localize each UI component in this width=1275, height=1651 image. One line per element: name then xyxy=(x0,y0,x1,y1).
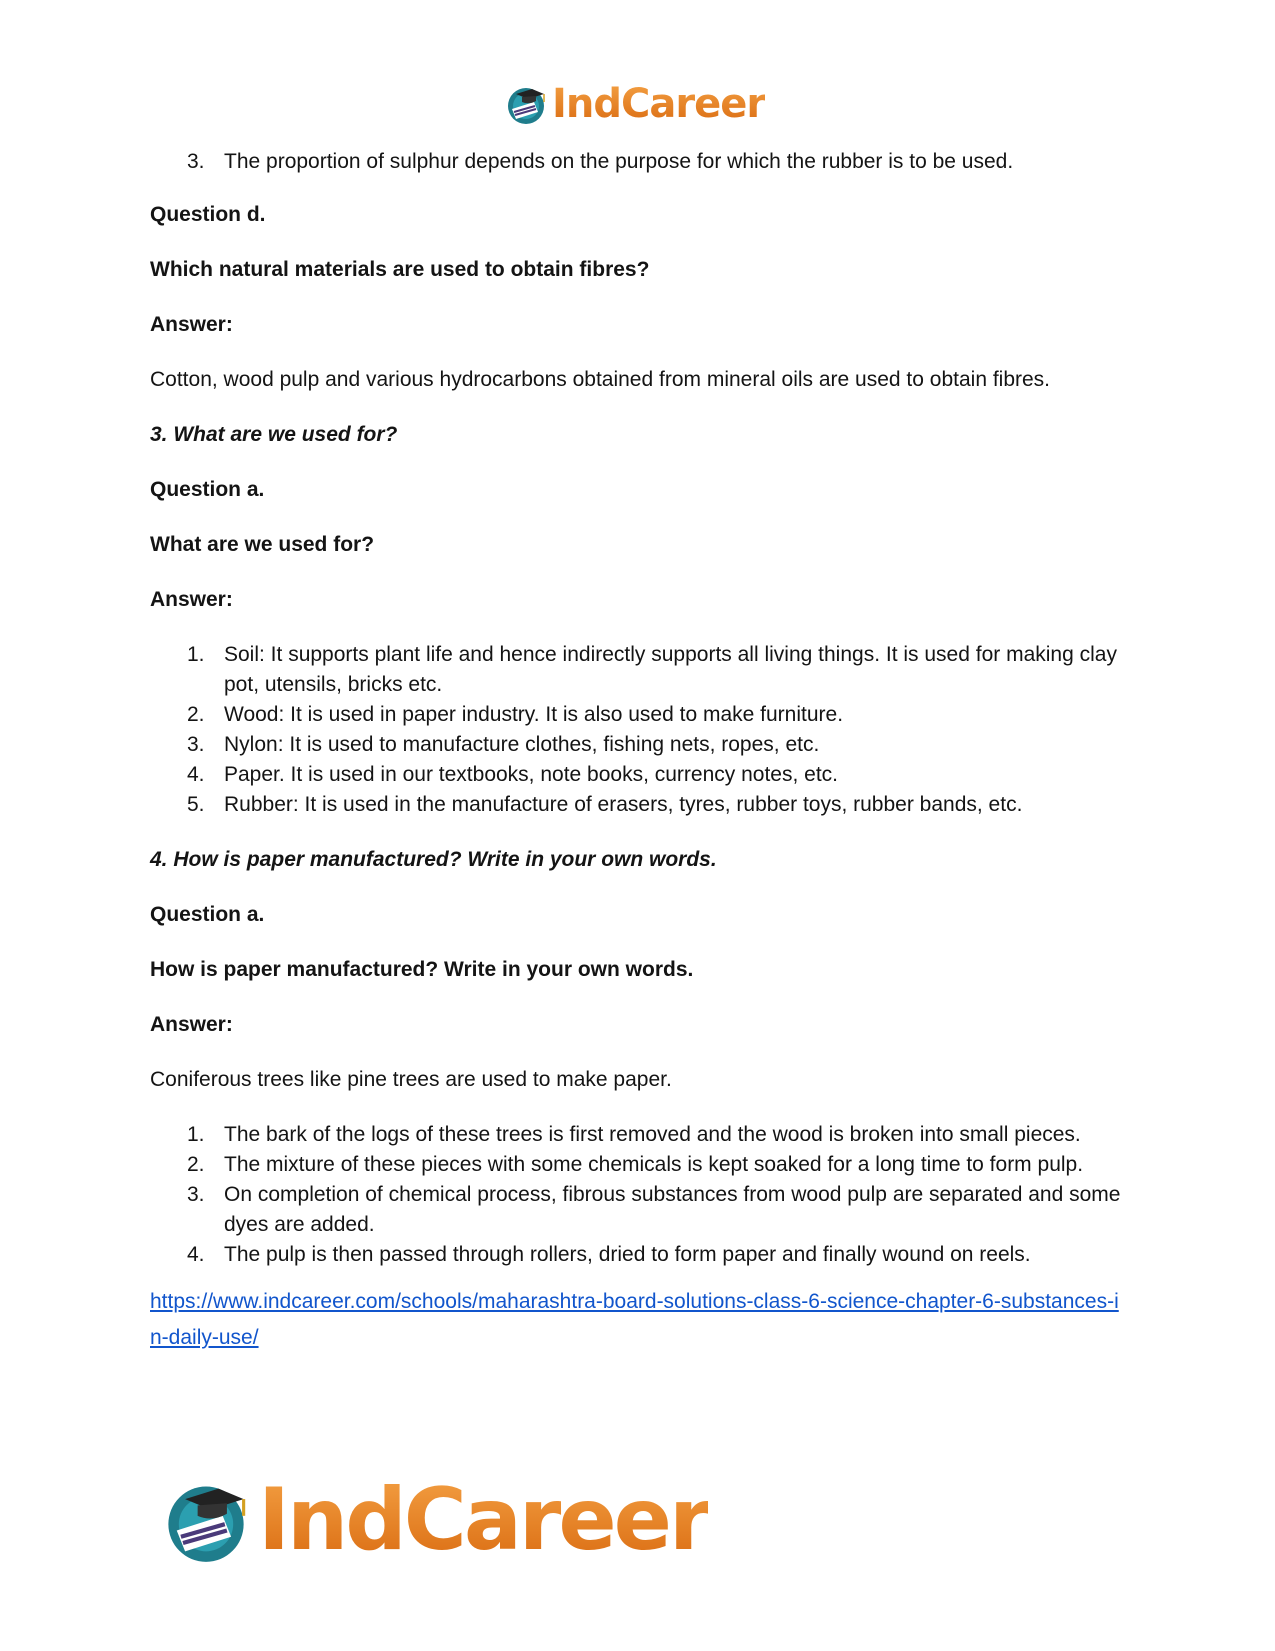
list-item xyxy=(150,1150,1125,1180)
list-text: Wood: It is used in paper industry. It is also used to make furniture. xyxy=(224,703,844,726)
list-number: 5. xyxy=(187,793,205,816)
list-text: Rubber: It is used in the manufacture of erasers, tyres, rubber toys, rubber bands, etc. xyxy=(224,793,1023,816)
answer-label: Answer: xyxy=(150,313,233,336)
section-heading: 3. What are we used for? xyxy=(150,423,398,446)
list-text: The proportion of sulphur depends on the purpose for which the rubber is to be used. xyxy=(224,150,1014,173)
question-text: What are we used for? xyxy=(150,533,375,556)
continued-list xyxy=(150,147,1125,177)
brand-logo-text: IndCareer xyxy=(552,81,766,127)
list-number: 2. xyxy=(187,1153,205,1176)
question-text: Which natural materials are used to obtain fibres? xyxy=(150,258,650,281)
question-label: Question a. xyxy=(150,478,265,501)
list-number: 2. xyxy=(187,703,205,726)
list-number: 1. xyxy=(187,643,205,666)
document-content xyxy=(150,147,1125,1356)
graduation-cap-icon xyxy=(504,82,548,126)
list-item xyxy=(150,700,1125,730)
list-item xyxy=(150,790,1125,820)
header-logo xyxy=(504,80,765,128)
list-number: 3. xyxy=(187,733,205,756)
question-label: Question d. xyxy=(150,203,266,226)
process-list xyxy=(150,1120,1125,1270)
question-text: How is paper manufactured? Write in your own words. xyxy=(150,958,694,981)
list-item xyxy=(150,1180,1125,1240)
graduation-cap-icon xyxy=(160,1474,252,1566)
list-text: Soil: It supports plant life and hence indirectly supports all living things. It is used for making clay pot, utensils, bricks etc. xyxy=(224,643,1117,696)
list-number: 1. xyxy=(187,1123,205,1146)
uses-list xyxy=(150,640,1125,820)
list-number: 3. xyxy=(187,1183,205,1206)
list-number: 4. xyxy=(187,763,205,786)
section-heading: 4. How is paper manufactured? Write in your own words. xyxy=(150,848,717,871)
list-number: 4. xyxy=(187,1243,205,1266)
list-item xyxy=(150,640,1125,700)
list-text: The bark of the logs of these trees is first removed and the wood is broken into small pieces. xyxy=(224,1123,1081,1146)
list-text: Nylon: It is used to manufacture clothes, fishing nets, ropes, etc. xyxy=(224,733,820,756)
brand-logo-text: IndCareer xyxy=(258,1470,709,1570)
list-item xyxy=(150,760,1125,790)
answer-text: Cotton, wood pulp and various hydrocarbons obtained from mineral oils are used to obtain fibres. xyxy=(150,368,1051,391)
list-number: 3. xyxy=(187,150,205,173)
list-text: On completion of chemical process, fibrous substances from wood pulp are separated and some dyes are added. xyxy=(224,1183,1121,1236)
list-item xyxy=(150,1240,1125,1270)
answer-label: Answer: xyxy=(150,588,233,611)
list-item xyxy=(150,147,1125,177)
list-text: Paper. It is used in our textbooks, note books, currency notes, etc. xyxy=(224,763,839,786)
list-item xyxy=(150,1120,1125,1150)
footer-logo xyxy=(160,1470,708,1570)
answer-text: Coniferous trees like pine trees are used to make paper. xyxy=(150,1068,672,1091)
question-label: Question a. xyxy=(150,903,265,926)
list-text: The pulp is then passed through rollers, dried to form paper and finally wound on reels. xyxy=(224,1243,1031,1266)
list-item xyxy=(150,730,1125,760)
answer-label: Answer: xyxy=(150,1013,233,1036)
source-link[interactable]: https://www.indcareer.com/schools/maharashtra-board-solutions-class-6-science-chapter-6-substances-in-daily-use/ xyxy=(150,1290,1119,1349)
list-text: The mixture of these pieces with some chemicals is kept soaked for a long time to form pulp. xyxy=(224,1153,1084,1176)
